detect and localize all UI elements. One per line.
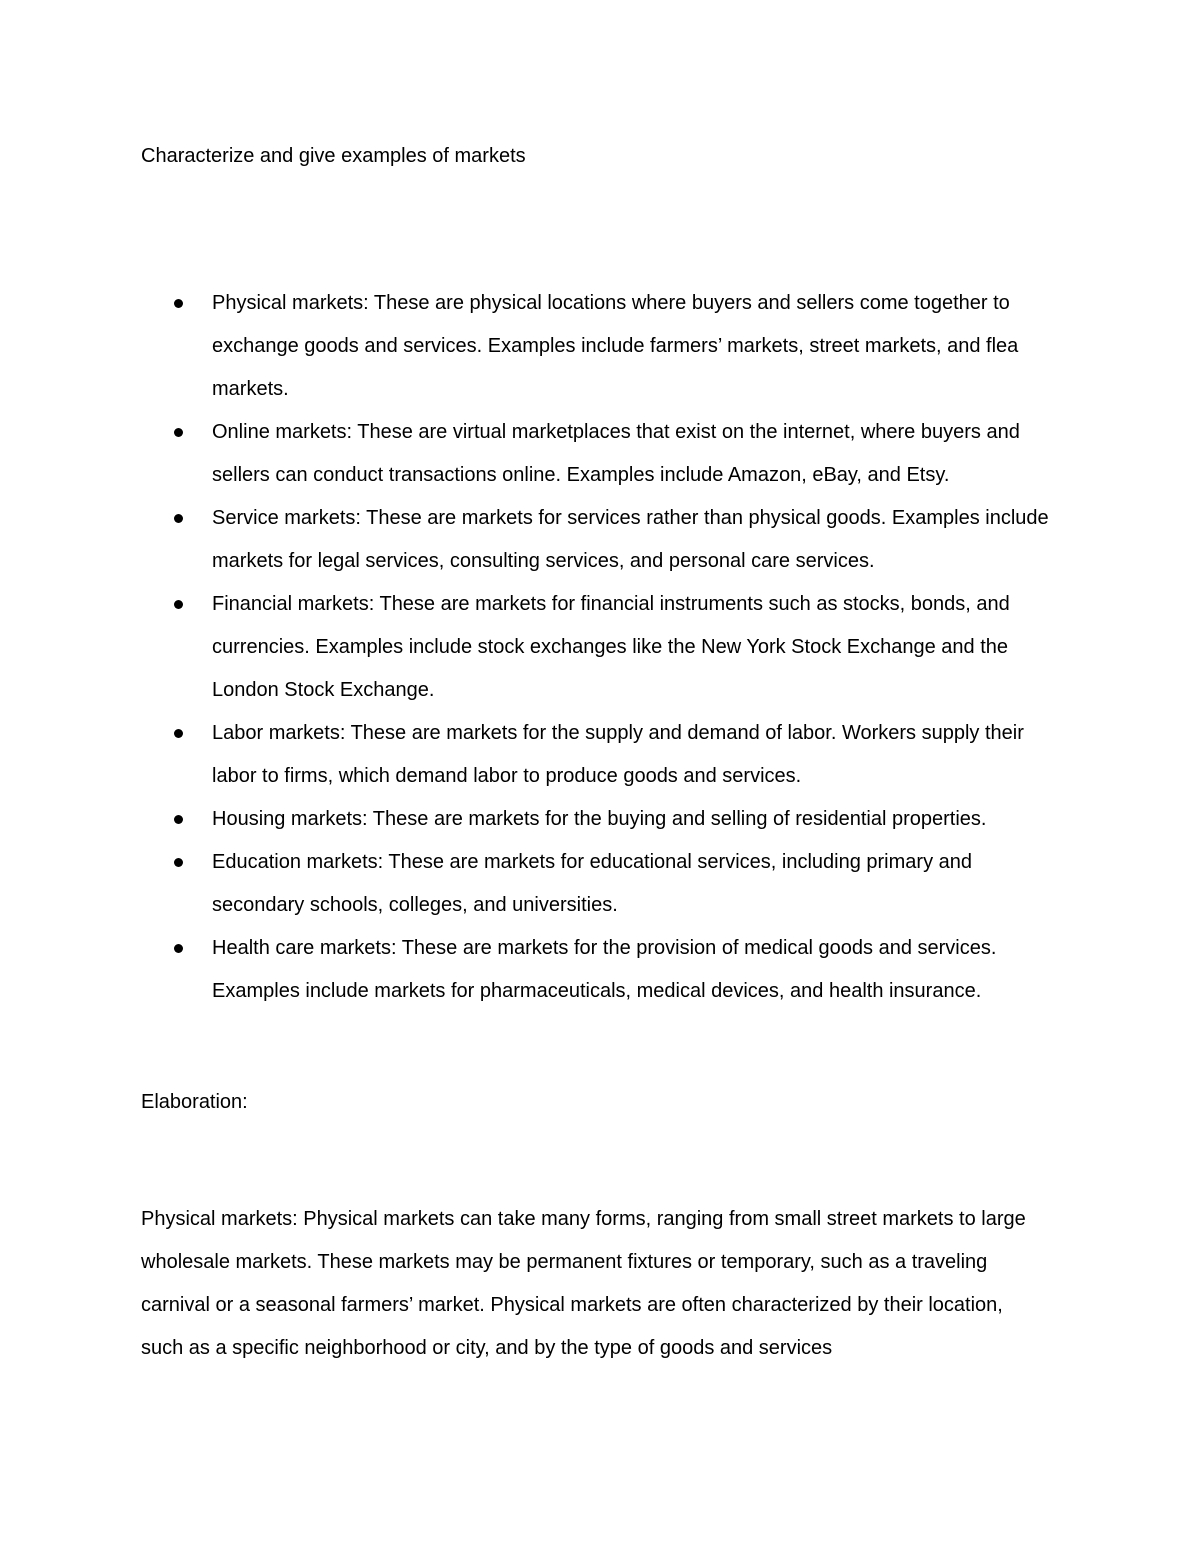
list-item [212,282,1062,411]
list-item [212,497,1062,583]
list-item [212,841,1062,927]
bullet-icon [174,944,183,953]
list-item [212,712,1062,798]
list-item-text: Service markets: These are markets for services rather than physical goods. Examples include markets for legal services, consulting services, and personal care services. [212,507,1049,572]
list-item-text: Financial markets: These are markets for financial instruments such as stocks, bonds, and currencies. Examples include stock exchanges like the New York Stock Exchange and the London Stock Exchange. [212,593,1010,701]
document-title: Characterize and give examples of markets [141,145,526,167]
bullet-icon [174,514,183,523]
bullet-icon [174,600,183,609]
markets-bullet-list [212,282,1062,1013]
list-item-text: Labor markets: These are markets for the supply and demand of labor. Workers supply their labor to firms, which demand labor to produce goods and services. [212,722,1024,787]
list-item-text: Education markets: These are markets for educational services, including primary and secondary schools, colleges, and universities. [212,851,972,916]
list-item [212,411,1062,497]
bullet-icon [174,299,183,308]
list-item-text: Physical markets: These are physical locations where buyers and sellers come together to exchange goods and services. Examples include farmers’ markets, street markets, and flea markets. [212,292,1019,400]
bullet-icon [174,815,183,824]
list-item-text: Online markets: These are virtual marketplaces that exist on the internet, where buyers and sellers can conduct transactions online. Examples include Amazon, eBay, and Etsy. [212,421,1020,486]
list-item-text: Housing markets: These are markets for the buying and selling of residential properties. [212,808,987,830]
list-item-text: Health care markets: These are markets for the provision of medical goods and services. Examples include markets for pharmaceuticals, medical devices, and health insurance. [212,937,997,1002]
list-item [212,927,1062,1013]
bullet-icon [174,729,183,738]
list-item [212,583,1062,712]
elaboration-heading: Elaboration: [141,1091,248,1113]
bullet-icon [174,858,183,867]
list-item [212,798,1062,841]
elaboration-paragraph: Physical markets: Physical markets can take many forms, ranging from small street markets to large wholesale markets. These markets may be permanent fixtures or temporary, such as a traveling carnival or a seasonal farmers’ market. Physical markets are often characterized by their location, such as a specific neighborhood or city, and by the type of goods and services [141,1208,1026,1359]
bullet-icon [174,428,183,437]
